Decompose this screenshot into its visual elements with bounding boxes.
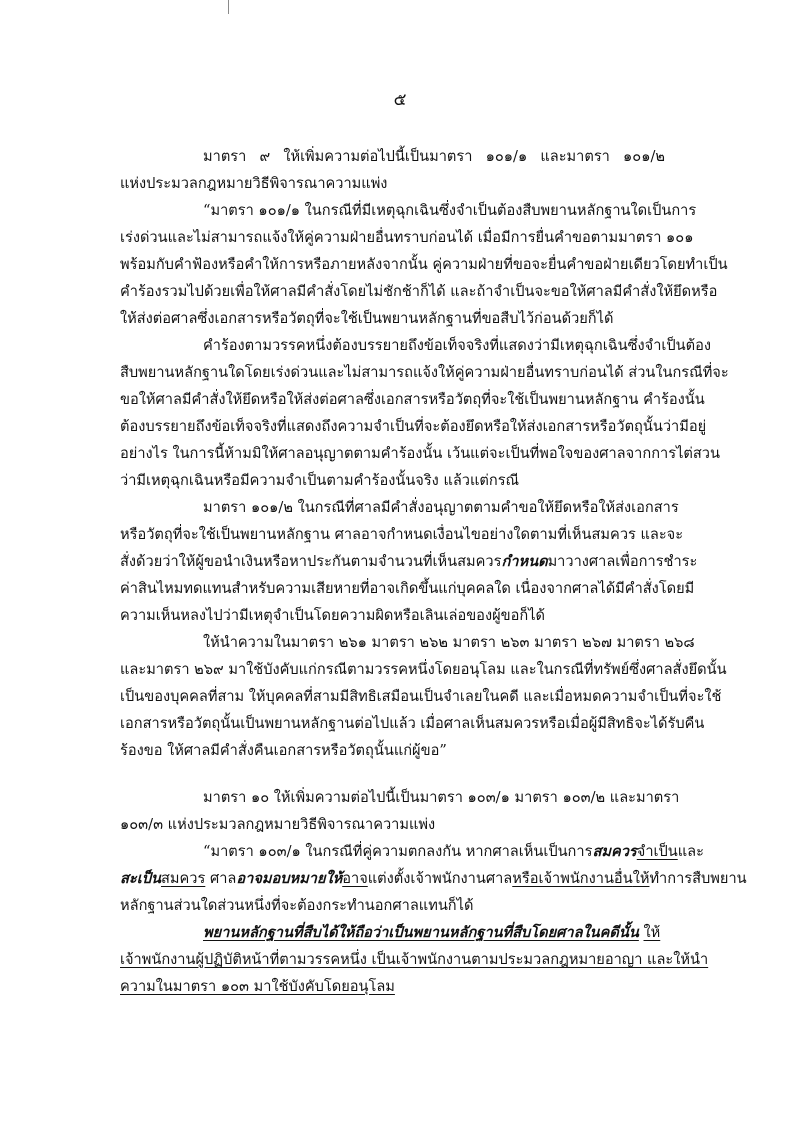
underlined-word: ให้	[643, 924, 661, 941]
line-17: ค่าสินไหมทดแทนสำหรับความเสียหายที่อาจเกิดขึ้นแก่บุคคลใด เนื่องจากศาลได้มีคำสั่งโดยมี	[120, 580, 695, 597]
line-27	[120, 869, 747, 889]
line-20: และมาตรา ๒๖๙ มาใช้บังคับแก่กรณีตามวรรคหนึ่งโดยอนุโลม และในกรณีที่ทรัพย์ซึ่งศาลสั่งยึดนั้น	[120, 661, 727, 678]
line-21: เป็นของบุคคลที่สาม ให้บุคคลที่สามมีสิทธิเสมือนเป็นจำเลยในคดี และเมื่อหมดความจำเป็นที่จะใช้	[120, 688, 722, 705]
line-27-b: ศาล	[205, 870, 237, 887]
line-14: มาตรา ๑๐๑/๒ ในกรณีที่ศาลมีคำสั่งอนุญาตตามคำขอให้ยึดหรือให้ส่งเอกสาร	[203, 499, 679, 516]
line-24: มาตรา ๑๐ ให้เพิ่มความต่อไปนี้เป็นมาตรา ๑๐๓/๑ มาตรา ๑๐๓/๒ และมาตรา	[203, 789, 680, 806]
underlined-word: สมควร	[160, 870, 206, 887]
line-7: ให้ส่งต่อศาลซึ่งเอกสารหรือวัตถุที่จะใช้เป็นพยานหลักฐานที่ขอสืบไว้ก่อนด้วยก็ได้	[120, 310, 614, 327]
line-10: ขอให้ศาลมีคำสั่งให้ยึดหรือให้ส่งต่อศาลซึ่งเอกสารหรือวัตถุที่จะใช้เป็นพยานหลักฐาน คำร้องนั้น	[120, 391, 705, 408]
page-number: ๕	[393, 90, 407, 110]
line-18: ความเห็นหลงไปว่ามีเหตุจำเป็นโดยความผิดหรือเลินเล่อของผู้ขอก็ได้	[120, 607, 546, 624]
line-31: ความในมาตรา ๑๐๓ มาใช้บังคับโดยอนุโลม	[120, 978, 395, 995]
line-8: คำร้องตามวรรคหนึ่งต้องบรรยายถึงข้อเท็จจริงที่แสดงว่ามีเหตุฉุกเฉินซึ่งจำเป็นต้อง	[203, 337, 712, 354]
line-16	[120, 552, 697, 572]
line-26-c: และ	[677, 843, 704, 860]
line-1: มาตรา ๙ ให้เพิ่มความต่อไปนี้เป็นมาตรา ๑๐๑/๑ และมาตรา ๑๐๑/๒	[203, 148, 665, 165]
line-28: หลักฐานส่วนใดส่วนหนึ่งที่จะต้องกระทำนอกศาลแทนก็ได้	[120, 897, 474, 914]
line-27-d: แต่งตั้งเจ้าพนักงานศาล	[367, 870, 513, 887]
line-26-a: “มาตรา ๑๐๓/๑ ในกรณีที่คู่ความตกลงกัน หากศาลเห็นเป็นการ	[203, 843, 593, 860]
handwritten-word: สมควร	[592, 843, 637, 860]
line-25: ๑๐๓/๓ แห่งประมวลกฎหมายวิธีพิจารณาความแพ่ง	[120, 816, 436, 833]
line-11: ต้องบรรยายถึงข้อเท็จจริงที่แสดงถึงความจำเป็นที่จะต้องยึดหรือให้ส่งเอกสารหรือวัตถุนั้นว่ามีอยู่	[120, 418, 707, 435]
line-6: คำร้องรวมไปด้วยเพื่อให้ศาลมีคำสั่งโดยไม่ชักช้าก็ได้ และถ้าจำเป็นจะขอให้ศาลมีคำสั่งให้ยึดหรือ	[120, 283, 718, 300]
handwritten-sentence: พยานหลักฐานที่สืบได้ให้ถือว่าเป็นพยานหลักฐานที่สืบโดยศาลในคดีนั้น	[203, 924, 639, 941]
line-12: อย่างไร ในการนี้ห้ามมิให้ศาลอนุญาตตามคำร้องนั้น เว้นแต่จะเป็นที่พอใจของศาลจากการไต่สวน	[120, 445, 720, 462]
handwritten-insertion: อาจมอบหมายให้	[236, 870, 343, 887]
line-19: ให้นำความในมาตรา ๒๖๑ มาตรา ๒๖๒ มาตรา ๒๖๓ มาตรา ๒๖๗ มาตรา ๒๖๘	[203, 634, 695, 651]
line-2: แห่งประมวลกฎหมายวิธีพิจารณาความแพ่ง	[120, 175, 388, 192]
line-29	[203, 923, 660, 943]
line-16-end: มาวางศาลเพื่อการชำระ	[547, 553, 698, 570]
line-9: สืบพยานหลักฐานใดโดยเร่งด่วนและไม่สามารถแจ้งให้คู่ความฝ่ายอื่นทราบก่อนได้ ส่วนในกรณีที่จะ	[120, 364, 729, 381]
line-16-text: สั่งด้วยว่าให้ผู้ขอนำเงินหรือหาประกันตามจำนวนที่เห็นสมควร	[120, 553, 502, 570]
line-30: เจ้าพนักงานผู้ปฏิบัติหน้าที่ตามวรรคหนึ่ง เป็นเจ้าพนักงานตามประมวลกฎหมายอาญา และให้นำ	[120, 951, 709, 968]
handwritten-word: สะเป็น	[120, 870, 161, 887]
line-23: ร้องขอ ให้ศาลมีคำสั่งคืนเอกสารหรือวัตถุนั้นแก่ผู้ขอ”	[120, 742, 447, 759]
handwritten-insertion: กำหนด	[501, 553, 548, 570]
line-3: “มาตรา ๑๐๑/๑ ในกรณีที่มีเหตุฉุกเฉินซึ่งจำเป็นต้องสืบพยานหลักฐานใดเป็นการ	[203, 202, 697, 219]
line-13: ว่ามีเหตุฉุกเฉินหรือมีความจำเป็นตามคำร้องนั้นจริง แล้วแต่กรณี	[120, 472, 520, 489]
line-22: เอกสารหรือวัตถุนั้นเป็นพยานหลักฐานต่อไปแล้ว เมื่อศาลเห็นสมควรหรือเมื่อผู้มีสิทธิจะได้รับคืน	[120, 715, 705, 732]
scan-mark	[228, 0, 229, 14]
underlined-word: อาจ	[342, 870, 368, 887]
line-26	[203, 842, 704, 862]
line-27-g: ทำการสืบพยาน	[649, 870, 747, 887]
underlined-word: จำเป็น	[636, 843, 678, 860]
underlined-phrase: หรือเจ้าพนักงานอื่น	[512, 870, 633, 887]
underlined-word: ให้	[632, 870, 650, 887]
line-15: หรือวัตถุที่จะใช้เป็นพยานหลักฐาน ศาลอาจกำหนดเงื่อนไขอย่างใดตามที่เห็นสมควร และจะ	[120, 526, 684, 543]
line-4: เร่งด่วนและไม่สามารถแจ้งให้คู่ความฝ่ายอื่นทราบก่อนได้ เมื่อมีการยื่นคำขอตามมาตรา ๑๐๑	[120, 229, 694, 246]
line-5: พร้อมกับคำฟ้องหรือคำให้การหรือภายหลังจากนั้น คู่ความฝ่ายที่ขอจะยื่นคำขอฝ่ายเดียวโดยทำเป็น	[120, 256, 728, 273]
